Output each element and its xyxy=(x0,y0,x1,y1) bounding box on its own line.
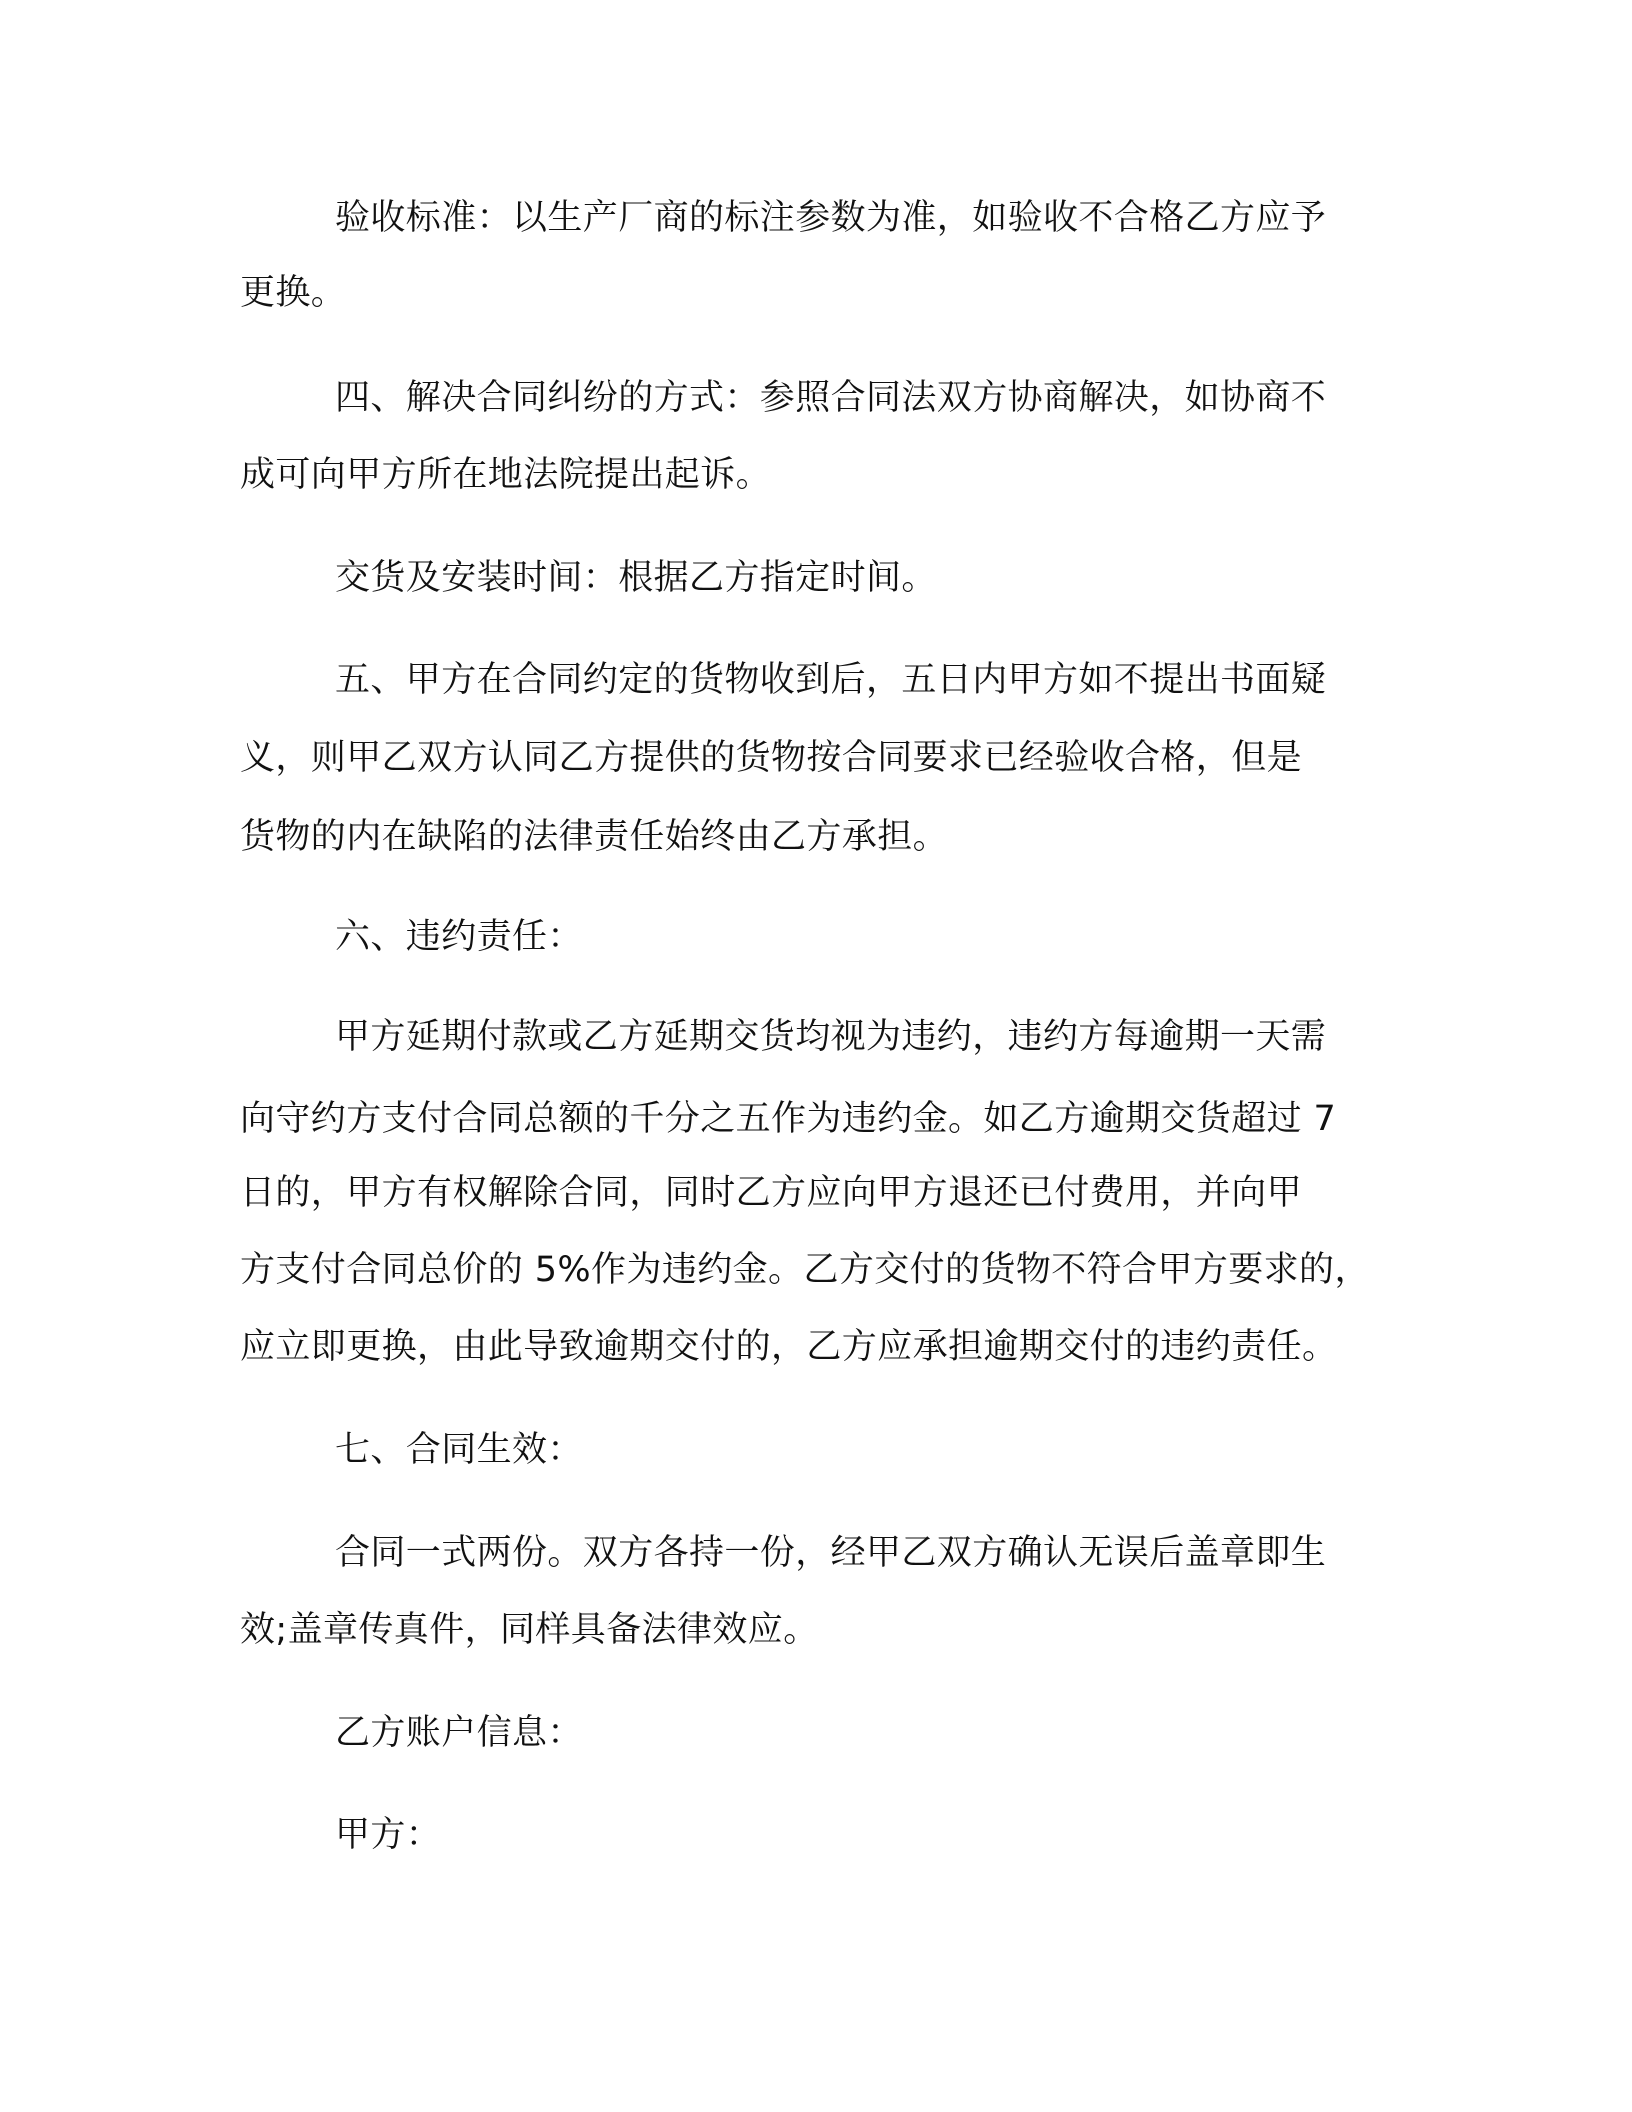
acceptance-standard-line-2: 更换。 xyxy=(240,273,347,313)
clause-7-heading: 七、合同生效： xyxy=(335,1430,583,1470)
clause-5-line-1: 五、甲方在合同约定的货物收到后，五日内甲方如不提出书面疑 xyxy=(335,660,1327,700)
delivery-time-line: 交货及安装时间：根据乙方指定时间。 xyxy=(335,558,937,598)
clause-6-line-3: 日的，甲方有权解除合同，同时乙方应向甲方退还已付费用，并向甲 xyxy=(240,1173,1303,1213)
clause-6-line-5: 应立即更换，由此导致逾期交付的，乙方应承担逾期交付的违约责任。 xyxy=(240,1327,1338,1367)
clause-6-heading: 六、违约责任： xyxy=(335,917,583,957)
clause-7-line-1: 合同一式两份。双方各持一份，经甲乙双方确认无误后盖章即生 xyxy=(335,1533,1327,1573)
clause-6-line-4: 方支付合同总价的 5%作为违约金。乙方交付的货物不符合甲方要求的， xyxy=(240,1250,1370,1290)
clause-6-line-2: 向守约方支付合同总额的千分之五作为违约金。如乙方逾期交货超过 7 xyxy=(240,1099,1337,1139)
clause-5-line-2: 义，则甲乙双方认同乙方提供的货物按合同要求已经验收合格，但是 xyxy=(240,738,1303,778)
acceptance-standard-line-1: 验收标准：以生产厂商的标注参数为准，如验收不合格乙方应予 xyxy=(335,198,1327,238)
party-a-label: 甲方： xyxy=(335,1815,442,1855)
party-b-account-label: 乙方账户信息： xyxy=(335,1713,583,1753)
clause-6-line-1: 甲方延期付款或乙方延期交货均视为违约，违约方每逾期一天需 xyxy=(335,1017,1327,1057)
clause-4-line-1: 四、解决合同纠纷的方式：参照合同法双方协商解决，如协商不 xyxy=(335,378,1327,418)
clause-7-line-2: 效;盖章传真件，同样具备法律效应。 xyxy=(240,1610,819,1650)
clause-4-line-2: 成可向甲方所在地法院提出起诉。 xyxy=(240,455,772,495)
clause-5-line-3: 货物的内在缺陷的法律责任始终由乙方承担。 xyxy=(240,817,949,857)
